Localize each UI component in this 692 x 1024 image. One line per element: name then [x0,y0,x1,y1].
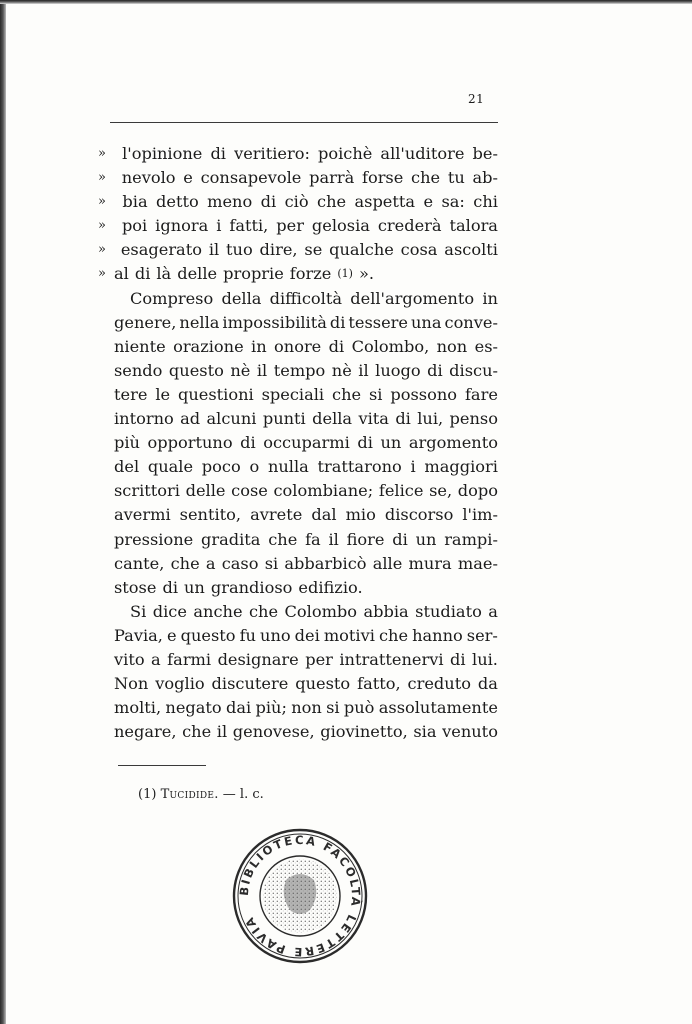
word: farmi [167,649,212,669]
word: l'im- [462,505,498,525]
word: che [182,722,212,742]
footnote-author: Tucidide. [160,787,219,802]
word: in [482,288,498,308]
word: fatto, [357,674,401,694]
word: tu [447,168,465,188]
word: rampi- [444,529,498,549]
footnote-reference-mark: (1) [337,267,353,281]
word: poichè [317,144,373,163]
word: se, [429,481,453,501]
word: giovinetto, [320,722,408,742]
text-line: » bia detto meno di ciò che aspetta e sa: chi [114,190,498,214]
word: uno [260,625,291,645]
word: gradita [201,529,261,549]
word: maggiori [424,457,498,477]
word: nevolo [121,168,176,188]
word: del [114,457,140,477]
text-line [114,648,498,672]
stamp-text: BIBLIOTECA FACOLTÀ LETTERE PAVIA [236,832,364,960]
page-number: 21 [468,92,485,106]
word: di [357,433,373,453]
word: lui, [417,409,444,429]
body-text [98,142,498,744]
text-line [114,672,498,696]
word: fatti, [229,216,269,236]
word: tempo [273,360,326,380]
word: questo [295,674,351,694]
word: di [240,433,256,453]
word: ascolti [444,240,498,260]
word: là [156,264,172,284]
word: si [326,698,340,718]
word: i [410,457,416,477]
footnote-rule [118,765,206,766]
word: bia [122,192,148,212]
word: dei [294,625,320,645]
word: edifizio. [298,577,363,597]
word: tuo [226,240,253,260]
text-line [114,624,498,648]
word: che [268,529,298,549]
word: lui. [472,649,498,669]
word: il [256,360,268,380]
word: sendo [114,360,163,380]
word: si [264,553,279,573]
header-rule [110,122,498,123]
word: negato [165,698,222,718]
word: motivi [323,625,375,645]
word: aspetta [354,192,416,212]
text-line [114,407,498,431]
word: pressione [114,529,194,549]
word: esagerato [120,240,202,260]
word: intorno [114,409,174,429]
word: colombiane; [273,481,374,501]
text-line [114,287,498,311]
word: dai [225,698,252,718]
word: designare [217,649,299,669]
word: ciò [284,192,309,212]
word: grandioso [210,577,293,597]
word: di [260,192,277,212]
word: ignora [155,216,209,236]
word: l'opinione [122,144,203,163]
text-line [114,479,498,503]
word: più; [255,698,287,718]
word: i [216,216,222,236]
word: discorso [384,505,454,525]
text-line: » esagerato il tuo dire, se qualche cosa ascolti [114,238,498,262]
text-line [114,720,498,744]
word: hanno [412,625,463,645]
word: possono [390,384,458,404]
word: voglio [155,674,205,694]
word: impossibilità [222,312,327,332]
word: sia [413,722,437,742]
word: luogo [375,360,421,380]
text-line: » poi ignora i fatti, per gelosia crederà talora [114,214,498,238]
word: sa: [441,192,465,212]
word: vita [358,409,389,429]
word: un [184,577,205,597]
word: difficoltà [269,288,343,308]
page-top-edge [0,0,692,4]
word: all'uditore [380,144,465,163]
word: che [411,168,441,188]
word: ». [358,264,375,284]
word: di [134,264,151,284]
word: intrattenervi [339,649,444,669]
word: che [248,601,279,621]
text-line: » l'opinione di veritiero: poichè all'uditore be- [114,142,498,166]
word: caso [221,553,259,573]
word: fa [305,529,321,549]
word: veritiero: [234,144,310,163]
word: Pavia, [114,625,163,645]
word: niente [114,336,166,356]
word: le [155,384,171,404]
word: trattarono [317,457,402,477]
word: di [162,577,178,597]
word: Non [114,674,149,694]
word: in [251,336,267,356]
word: dal [311,505,337,525]
word: genovese, [232,722,315,742]
word: dice [152,601,187,621]
word: stose [114,577,157,597]
word: argomento [408,433,498,453]
word: anche [193,601,243,621]
word: di [392,529,408,549]
word: speciali [261,384,325,404]
word: della [312,409,353,429]
word: fare [464,384,498,404]
word: es- [474,336,498,356]
text-line [114,600,498,624]
word: non [291,698,322,718]
binding-edge [0,0,6,1024]
word: crederà [377,216,442,236]
word: per [305,649,333,669]
word: cante, [114,553,165,573]
word: fiore [346,529,385,549]
word: parrà [309,168,355,188]
word: negare, [114,722,177,742]
word: di [210,144,226,163]
text-line: » nevolo e consapevole parrà forse che tu ab- [114,166,498,190]
word: cosa [400,240,438,260]
word: una [411,312,442,332]
word: dell'argomento [350,288,475,308]
word: alle [372,553,403,573]
word: Compreso [130,288,214,308]
text-line: » al di là delle proprie forze (1) ». [114,262,498,286]
word: più [114,433,140,453]
word: a [151,649,161,669]
word: si [369,384,383,404]
word: nella [179,312,220,332]
text-line [114,696,498,720]
word: felice [378,481,424,501]
word: il [216,722,228,742]
word: questo [180,625,236,645]
word: punti [262,409,306,429]
word: questo [168,360,224,380]
word: di [328,336,345,356]
word: abbarbicò [284,553,367,573]
word: cose [231,481,268,501]
text-line [114,431,498,455]
word: forze [289,264,332,284]
word: se [304,240,323,260]
word: sentito, [179,505,242,525]
word: talora [449,216,498,236]
footnote-marker: (1) [138,787,157,802]
text-line [114,552,498,576]
word: Colombo, [351,336,430,356]
word: ab- [472,168,498,188]
word: tessere [348,312,409,332]
word: un [415,529,437,549]
word: mae- [457,553,498,573]
word: onore [274,336,322,356]
text-line [114,335,498,359]
word: opportuno [147,433,233,453]
word: che [378,625,409,645]
word: occuparmi [263,433,350,453]
word: ser- [466,625,498,645]
word: delle [185,481,226,501]
word: quale [147,457,194,477]
word: poi [121,216,148,236]
word: che [317,192,347,212]
word: a [488,601,498,621]
word: ad [180,409,201,429]
text-line [114,359,498,383]
word: un [380,433,402,453]
word: penso [449,409,498,429]
word: qualche [329,240,394,260]
text-line [114,311,498,335]
word: per [276,216,304,236]
word: studiato [415,601,482,621]
word: che [332,384,362,404]
word: abbia [363,601,409,621]
word: mio [345,505,376,525]
word: che [170,553,200,573]
word: o [249,457,260,477]
word: conve- [444,312,498,332]
footnote [138,787,264,802]
word: genere, [114,312,177,332]
word: molti, [114,698,162,718]
text-line [114,383,498,407]
word: tere [114,384,148,404]
word: al [114,264,129,284]
word: mura [408,553,452,573]
word: delle [177,264,218,284]
text-line [114,455,498,479]
word: alcuni [206,409,257,429]
word: da [477,674,498,694]
text-line [114,576,498,600]
word: gelosia [311,216,370,236]
word: avrete [250,505,303,525]
word: il [208,240,220,260]
word: avermi [114,505,171,525]
word: di [427,360,443,380]
word: discu- [449,360,498,380]
word: e [423,192,434,212]
word: può [343,698,375,718]
word: nè [331,360,352,380]
word: vito [114,649,145,669]
word: be- [472,144,498,163]
word: questioni [177,384,254,404]
word: dopo [457,481,498,501]
word: nè [230,360,251,380]
text-line [114,503,498,527]
word: a [205,553,216,573]
word: forse [361,168,404,188]
text-line [114,528,498,552]
word: dire, [259,240,298,260]
word: Si [130,601,147,621]
word: detto [156,192,199,212]
word: non [436,336,468,356]
word: nulla [267,457,309,477]
word: della [221,288,262,308]
word: e [183,168,193,188]
footnote-reference: — l. c. [222,787,264,802]
word: il [328,529,339,549]
word: proprie [223,264,284,284]
word: consapevole [200,168,302,188]
word: il [358,360,369,380]
word: discutere [211,674,289,694]
library-stamp [228,824,372,968]
word: e [166,625,177,645]
word: assolutamente [378,698,498,718]
word: di [395,409,411,429]
word: scrittori [114,481,180,501]
word: meno [207,192,253,212]
word: chi [473,192,498,212]
word: orazione [173,336,244,356]
word: di [329,312,346,332]
word: creduto [407,674,471,694]
word: di [450,649,466,669]
word: fu [239,625,256,645]
word: venuto [442,722,498,742]
word: poco [201,457,241,477]
word: Colombo [284,601,358,621]
